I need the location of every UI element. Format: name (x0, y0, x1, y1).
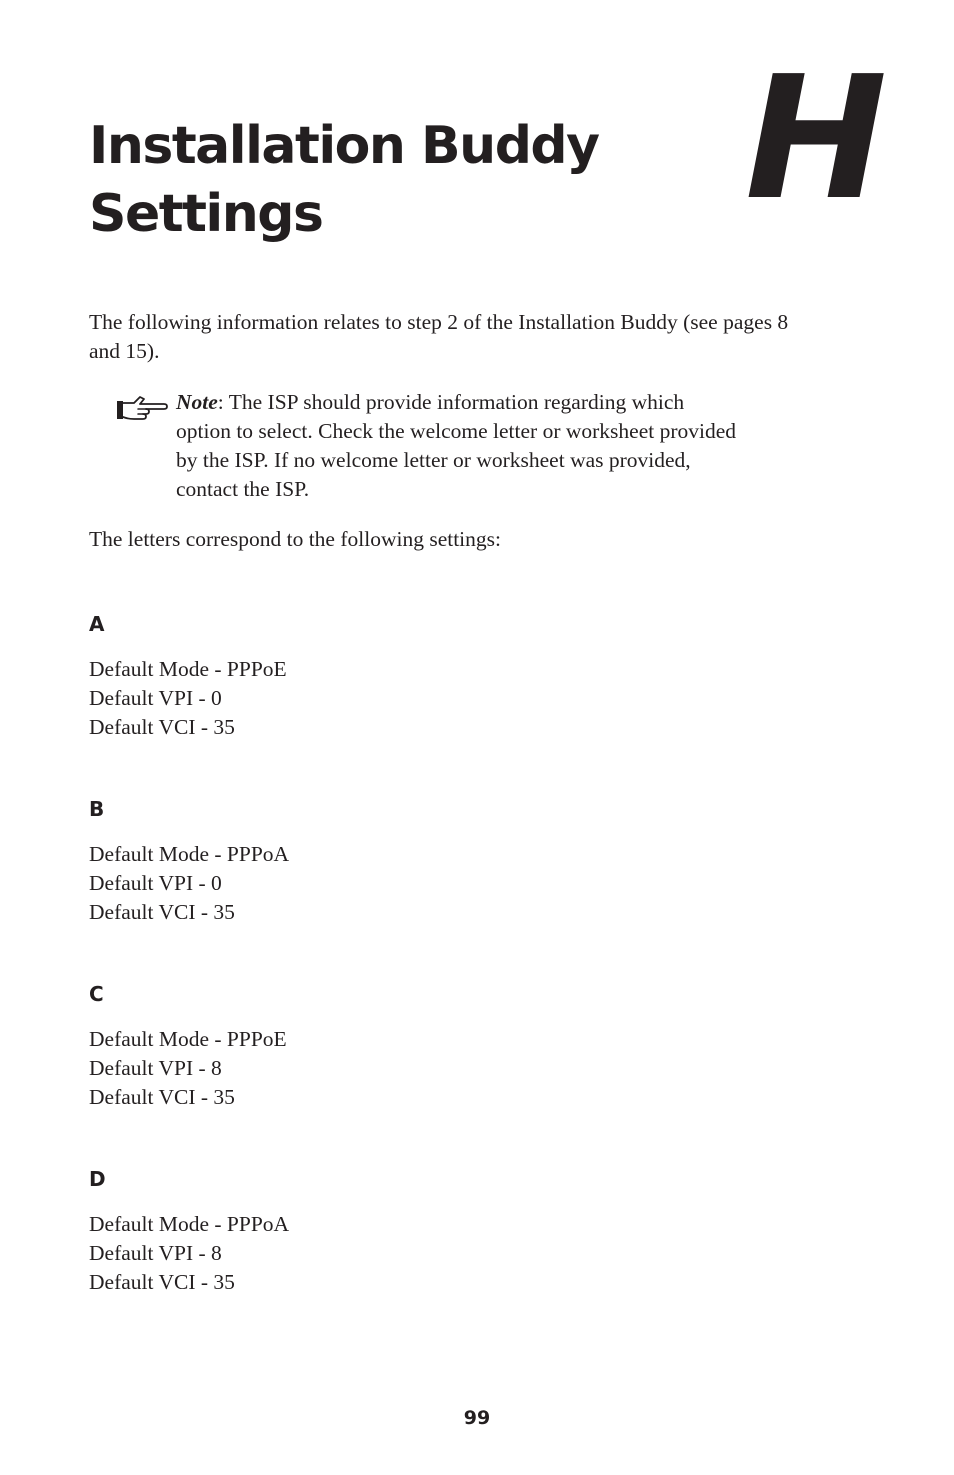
setting-vci: Default VCI - 35 (89, 715, 235, 739)
setting-mode: Default Mode - PPPoA (89, 842, 290, 866)
setting-values (89, 840, 489, 927)
setting-vpi: Default VPI - 8 (89, 1056, 222, 1080)
setting-group-d (89, 1167, 489, 1297)
intro-line2: and 15). (89, 339, 160, 363)
page-title (89, 112, 709, 248)
setting-vci: Default VCI - 35 (89, 900, 235, 924)
setting-vpi: Default VPI - 8 (89, 1241, 222, 1265)
note-line1 (176, 388, 806, 417)
chapter-letter: H (745, 40, 884, 238)
note-line1-rest: : The ISP should provide information regarding which (217, 390, 685, 414)
page-title-line2: Settings (89, 184, 323, 244)
page-number: 99 (463, 1407, 491, 1429)
letters-intro: The letters correspond to the following settings: (89, 527, 501, 551)
intro-paragraph (89, 308, 859, 366)
setting-values (89, 1025, 489, 1112)
setting-letter: D (89, 1167, 106, 1191)
setting-vci: Default VCI - 35 (89, 1270, 235, 1294)
note-text (176, 388, 806, 504)
setting-group-a (89, 612, 489, 742)
setting-letter: A (89, 612, 105, 636)
note-line4: contact the ISP. (176, 477, 310, 501)
page-title-line1: Installation Buddy (89, 116, 599, 176)
setting-vpi: Default VPI - 0 (89, 686, 222, 710)
setting-vci: Default VCI - 35 (89, 1085, 235, 1109)
pointing-hand-icon (116, 394, 168, 422)
setting-group-b (89, 797, 489, 927)
setting-mode: Default Mode - PPPoA (89, 1212, 290, 1236)
note-line3: by the ISP. If no welcome letter or worksheet was provided, (176, 448, 691, 472)
note-line2: option to select. Check the welcome letter or worksheet provided (176, 419, 737, 443)
note-label: Note (176, 390, 218, 414)
setting-letter: B (89, 797, 105, 821)
setting-values (89, 655, 489, 742)
setting-group-c (89, 982, 489, 1112)
setting-mode: Default Mode - PPPoE (89, 657, 287, 681)
setting-mode: Default Mode - PPPoE (89, 1027, 287, 1051)
setting-vpi: Default VPI - 0 (89, 871, 222, 895)
setting-values (89, 1210, 489, 1297)
setting-letter: C (89, 982, 104, 1006)
intro-line1: The following information relates to step 2 of the Installation Buddy (see pages 8 (89, 310, 789, 334)
